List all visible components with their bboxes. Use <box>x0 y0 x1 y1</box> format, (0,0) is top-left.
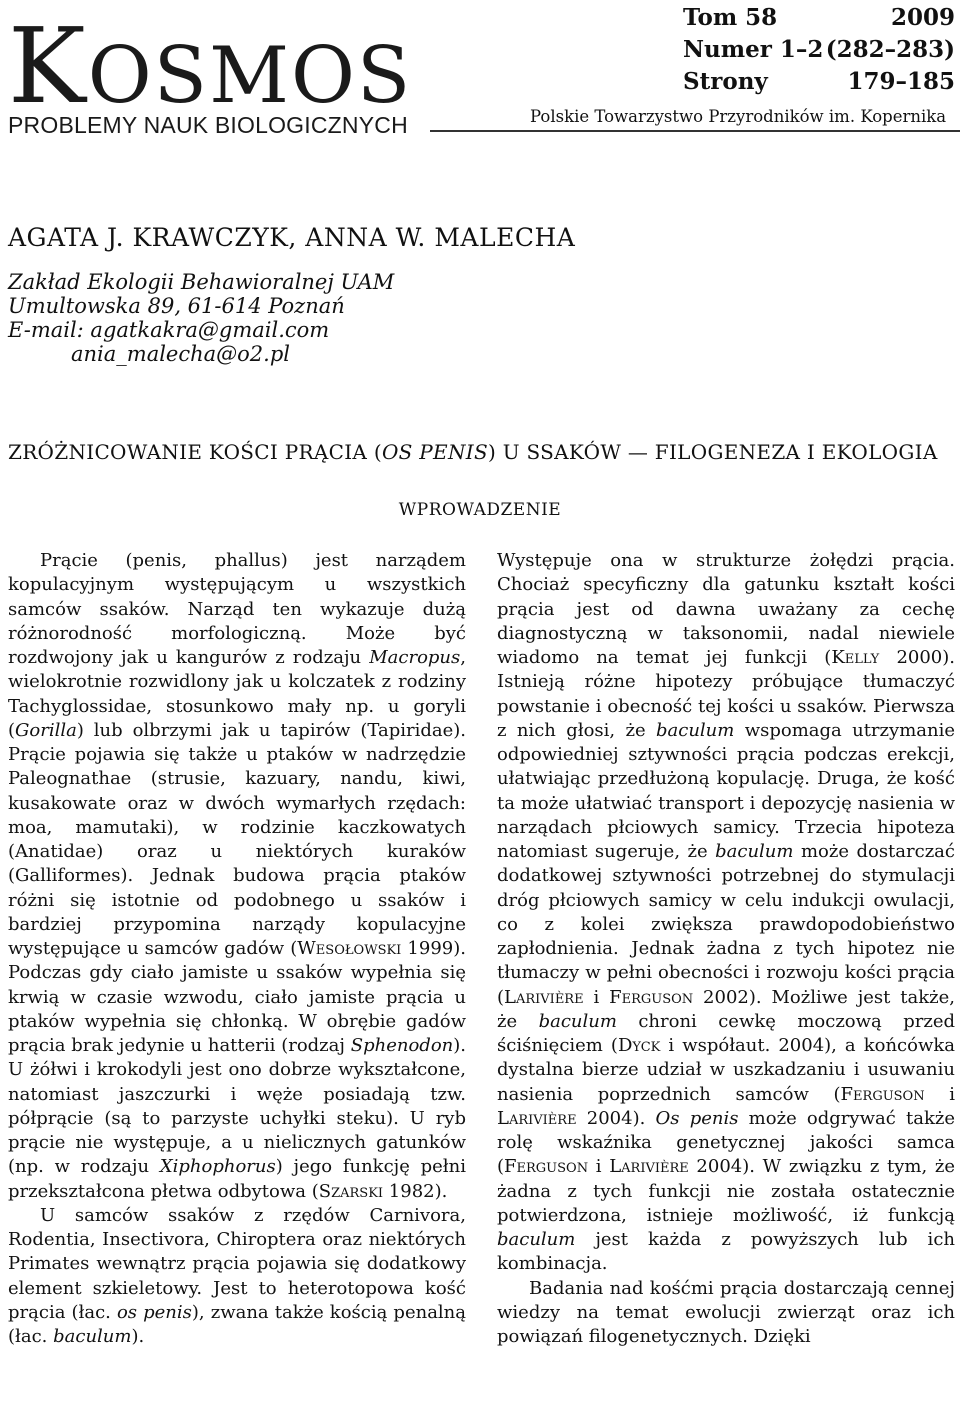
society-name: Polskie Towarzystwo Przyrodników im. Kopernika <box>530 107 947 126</box>
citation-author: Szarski <box>318 1180 384 1202</box>
volume-value: 2009 <box>890 4 955 31</box>
article-title <box>8 438 952 466</box>
body-column-right <box>497 549 955 1399</box>
citation-author: Dyck <box>617 1035 661 1056</box>
pages-label: Strony <box>683 68 768 95</box>
text-run: może odgrywać także rolę wskaźnika genetycznej jakości samca ( <box>497 1107 955 1178</box>
title-part-1: ZRÓŻNICOWANIE KOŚCI PRĄCIA ( <box>8 440 382 464</box>
section-heading: WPROWADZENIE <box>398 500 562 520</box>
paragraph <box>8 549 466 1204</box>
text-run: ) lub olbrzymi jak u tapirów (Tapiridae). Prącie pojawia się także u ptaków w nadrzędzie Paleognathae (strusie, kazuary, nandu, kiwi, kusakowate oraz w dwóch wymarłych rzędach: moa, mamutaki), w rodzinie kaczkowatych (Anatidae) oraz u niektórych kuraków (Galliformes). Jednak budowa prącia ptaków różni się istotnie od podobnego u ssaków i bardziej przypomina narządy kopulacyjne występujące u samców gadów ( <box>8 719 466 959</box>
affiliation-email: E-mail: agatkakra@gmail.com <box>8 318 330 342</box>
italic-term: baculum <box>715 841 794 862</box>
italic-term: Os penis <box>655 1107 739 1129</box>
title-part-2: ) U SSAKÓW — FILOGENEZA I EKOLOGIA <box>487 440 938 464</box>
text-run: Występuje ona w strukturze żołędzi prącia. Chociaż specyficzny dla gatunku kształt kości prącia jest od dawna uważany za cechę diagnostyczną w taksonomii, nadal niewiele wiadomo na temat jej funkcji ( <box>497 550 955 668</box>
text-run: 2000). Istnieją różne hipotezy próbujące tłumaczyć powstanie i obecność tej kości u ssaków. Pierwsza z nich głosi, że <box>497 647 955 741</box>
title-italic: OS PENIS <box>381 440 488 464</box>
paragraph <box>8 1204 466 1350</box>
citation-author: Larivière <box>504 986 584 1008</box>
text-run: U samców ssaków z rzędów Carnivora, Rodentia, Insectivora, Chiroptera oraz niektórych Primates wewnątrz prącia pojawia się dodatkowy element szkieletowy. Jest to heterotopowa kość prącia (łac. <box>8 1204 466 1323</box>
text-run: i współaut. 2004), a końcówka dystalna bierze udział w uszkadzaniu i usuwaniu nasienia poprzednich samców ( <box>497 1035 955 1105</box>
italic-term: baculum <box>497 1229 576 1250</box>
italic-term: baculum <box>538 1010 617 1032</box>
citation-author: Wesołowski <box>297 938 402 959</box>
logo-rest: OSMOS <box>87 31 413 121</box>
text-run: 1982). <box>383 1180 448 1202</box>
journal-subtitle: PROBLEMY NAUK BIOLOGICZNYCH <box>8 112 408 138</box>
italic-term: Sphenodon <box>350 1035 454 1056</box>
text-run: 2004). W związku z tym, że żadna z tych funkcji nie została ostatecznie potwierdzona, istnieje możliwość, iż funkcją <box>497 1156 955 1226</box>
paragraph <box>497 549 955 1277</box>
logo-letter-k: K <box>8 5 88 127</box>
issue-value: (282–283) <box>825 36 955 63</box>
text-run: i <box>588 1156 610 1178</box>
affiliation-institute: Zakład Ekologii Behawioralnej UAM <box>8 270 395 294</box>
text-run: ). U żółwi i krokodyli jest ono dobrze wykształcone, natomiast jaszczurki i węże posiadają tzw. półprącie (są to parzyste uchyłki steku). U ryb prącie nie występuje, a u nielicznych gatunków (np. w rodzaju <box>8 1035 466 1178</box>
pages-row <box>683 66 955 98</box>
affiliation-email-2: ania_malecha@o2.pl <box>71 342 291 366</box>
author-affiliation <box>8 270 394 366</box>
authors-text: AGATA J. KRAWCZYK, ANNA W. MALECHA <box>8 223 576 252</box>
text-run: 2002). Możliwe jest także, że <box>497 986 955 1032</box>
text-run: 2004). <box>576 1107 656 1129</box>
text-run: i <box>924 1083 955 1105</box>
italic-term: os penis <box>116 1301 192 1323</box>
italic-term: Macropus <box>369 647 461 668</box>
citation-author: Ferguson <box>609 986 694 1008</box>
journal-masthead <box>0 0 960 140</box>
italic-term: Gorilla <box>15 719 77 741</box>
text-run: Prącie (penis, phallus) jest narządem kopulacyjnym występującym u wszystkich samców ssaków. Narząd ten wykazuje dużą różnorodność morfologiczną. Może być rozdwojony jak u kangurów z rodzaju <box>8 550 466 668</box>
paragraph <box>497 1277 955 1350</box>
volume-label: Tom 58 <box>683 4 778 31</box>
text-run: wspomaga utrzymanie odpowiedniej sztywności prącia podczas erekcji, ułatwiając przedłużoną kopulację. Druga, że kość ta może ułatwiać transport i depozycję nasienia w narządach płciowych samicy. Trzecia hipoteza natomiast sugeruje, że <box>497 719 955 862</box>
italic-term: baculum <box>53 1326 132 1347</box>
italic-term: baculum <box>655 719 735 741</box>
text-run: ). <box>131 1326 145 1347</box>
citation-author: Ferguson <box>504 1156 589 1178</box>
text-run: chroni cewkę moczową przed ściśnięciem ( <box>497 1010 955 1056</box>
text-run: i <box>583 986 610 1008</box>
text-run: , wielokrotnie rozwidlony jak u kolczatek z rodziny Tachyglossidae, stosunkowo mały np. u goryli ( <box>8 647 466 741</box>
italic-term: Xiphophorus <box>159 1156 276 1178</box>
volume-row <box>683 2 955 34</box>
text-run: może dostarczać dodatkowej sztywności potrzebnej do stymulacji dróg płciowych samicy w celu indukcji owulacji, co z kolei zwiększa prawdopodobieństwo zapłodnienia. Jednak żadna z tych hipotez nie tłumaczy w pełni obecności i rozwoju kości prącia ( <box>497 841 955 1008</box>
text-run: Badania nad kośćmi prącia dostarczają cennej wiedzy na temat ewolucji zwierząt oraz ich powiązań filogenetycznych. Dzięki <box>497 1277 955 1347</box>
article-authors <box>8 222 575 254</box>
issue-info <box>683 2 955 98</box>
text-run: jest każda z powyższych lub ich kombinacja. <box>497 1229 955 1275</box>
affiliation-address: Umultowska 89, 61-614 Poznań <box>8 294 345 318</box>
body-column-left <box>8 549 466 1399</box>
issue-label: Numer 1–2 <box>683 36 824 63</box>
citation-author: Larivière <box>497 1107 577 1129</box>
text-run: ), zwana także kością penalną (łac. <box>8 1301 466 1347</box>
citation-author: Larivière <box>609 1156 689 1178</box>
text-run: ) jego funkcję pełni przekształcona płetwa odbytowa ( <box>8 1156 466 1202</box>
text-run: 1999). Podczas gdy ciało jamiste u ssaków wypełnia się krwią w czasie wzwodu, ciało jamiste prącia u ptaków wypełnia się chłonką. W obrębie gadów prącia brak jedynie u hatterii (rodzaj <box>8 938 466 1056</box>
masthead-rule <box>430 130 960 132</box>
pages-value: 179–185 <box>847 68 955 95</box>
issue-row <box>683 34 955 66</box>
citation-author: Ferguson <box>840 1083 925 1105</box>
citation-author: Kelly <box>831 647 880 668</box>
